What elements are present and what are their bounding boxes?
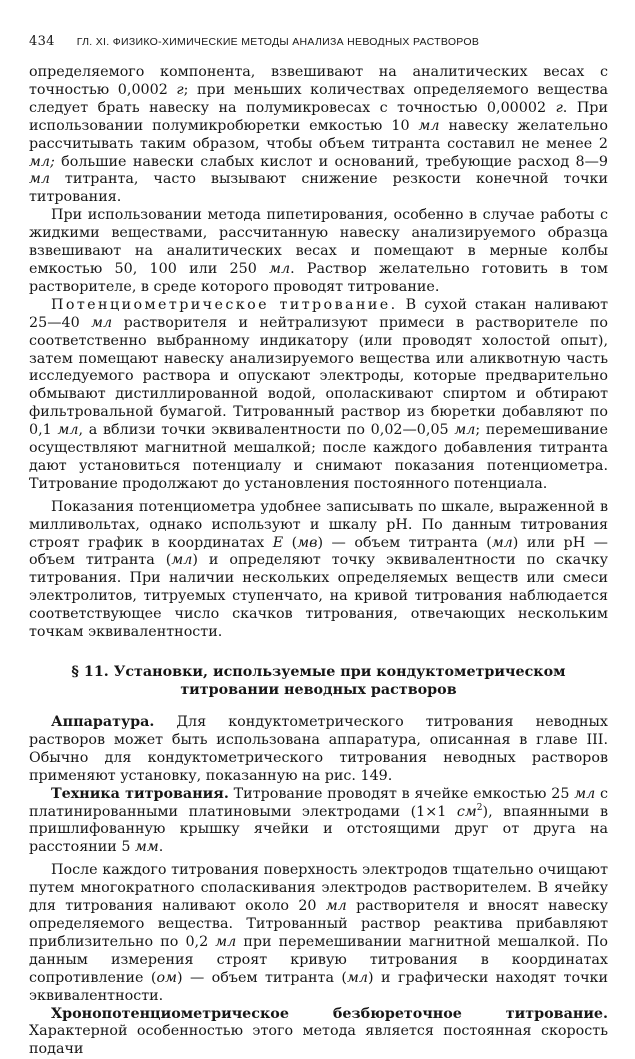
subheading-apparatus: Аппаратура. — [51, 714, 154, 730]
paragraph-chronopotentiometric: Хронопотенциометрическое безбюреточное титрование. Характерной особенностью этого метода является постоянная скорость подачи — [29, 1006, 608, 1059]
subheading-chronopotentiometric: Хронопотенциометрическое безбюреточное титрование. — [51, 1006, 608, 1022]
section-heading: § 11. Установки, используемые при кондуктометрическом титровании неводных растворов — [29, 663, 608, 699]
paragraph-cleaning: После каждого титрования поверхность электродов тщательно очищают путем многократного споласкивания электродов растворителем. В ячейку для титрования наливают около 20 мл растворителя и вносят навеску определяемого вещества. Титрованный раствор реактива прибавляют приблизительно по 0,2 мл при перемешивании магнитной мешалкой. По данным измерения строят кривую титрования в координатах сопротивление (ом) — объем титранта (мл) и графически находят точки эквивалентности. — [29, 862, 608, 1005]
paragraph-potentiometric-titration: Потенциометрическое титрование. В сухой стакан наливают 25—40 мл растворителя и нейтрализуют примеси в растворителе по соответственно выбранному индикатору (или проводят холостой опыт), затем помещают навеску анализируемого вещества или аликвотную часть исследуемого раствора и опускают электроды, которые предварительно обмывают дистиллированной водой, ополаскивают спиртом и обтирают фильтровальной бумагой. Титрованный раствор из бюретки добавляют по 0,1 мл, а вблизи точки эквивалентности по 0,02—0,05 мл; перемешивание осуществляют магнитной мешалкой; после каждого добавления титранта дают установиться потенциалу и снимают показания потенциометра. Титрование продолжают до установления постоянного потенциала. — [29, 297, 608, 494]
subheading-potentiometric: Потенциометрическое титрование. — [51, 297, 398, 313]
paragraph-readings: Показания потенциометра удобнее записывать по шкале, выраженной в милливольтах, однако используют и шкалу pH. По данным титрования строят график в координатах E (мв) — объем титранта (мл) или pH — объем титранта (мл) и определяют точку эквивалентности по скачку титрования. При наличии нескольких определяемых веществ или смеси электролитов, титруемых ступенчато, на кривой титрования наблюдается соответствующее число скачков титрования, отвечающих нескольким точкам эквивалентности. — [29, 499, 608, 642]
page-number: 434 — [29, 34, 55, 49]
running-header — [29, 34, 608, 64]
paragraph-weighing-precision: определяемого компонента, взвешивают на аналитических весах с точностью 0,0002 г; при меньших количествах определяемого вещества следует брать навеску на полумикровесах с точностью 0,00002 г. При использовании полумикробюретки емкостью 10 мл навеску желательно рассчитывать таким образом, чтобы объем титранта составил не менее 2 мл; большие навески слабых кислот и оснований, требующие расход 8—9 мл титранта, часто вызывают снижение резкости конечной точки титрования. — [29, 64, 608, 207]
subheading-technique: Техника титрования. — [51, 786, 229, 802]
body-text — [29, 64, 608, 1059]
paragraph-technique: Техника титрования. Титрование проводят в ячейке емкостью 25 мл с платинированными платиновыми электродами (1×1 $см^2$), впаянными в пришлифованную крышку ячейки и отстоящими друг от друга на расстоянии 5 мм. — [29, 786, 608, 858]
paragraph-apparatus: Аппаратура. Для кондуктометрического титрования неводных растворов может быть использована аппаратура, описанная в главе III. Обычно для кондуктометрического титрования неводных растворов применяют установку, показанную на рис. 149. — [29, 714, 608, 786]
running-title: ГЛ. XI. ФИЗИКО-ХИМИЧЕСКИЕ МЕТОДЫ АНАЛИЗА НЕВОДНЫХ РАСТВОРОВ — [77, 36, 479, 48]
paragraph-pipetting: При использовании метода пипетирования, особенно в случае работы с жидкими веществами, рассчитанную навеску анализируемого образца взвешивают на аналитических весах и помещают в мерные колбы емкостью 50, 100 или 250 мл. Раствор желательно готовить в том растворителе, в среде которого проводят титрование. — [29, 207, 608, 297]
